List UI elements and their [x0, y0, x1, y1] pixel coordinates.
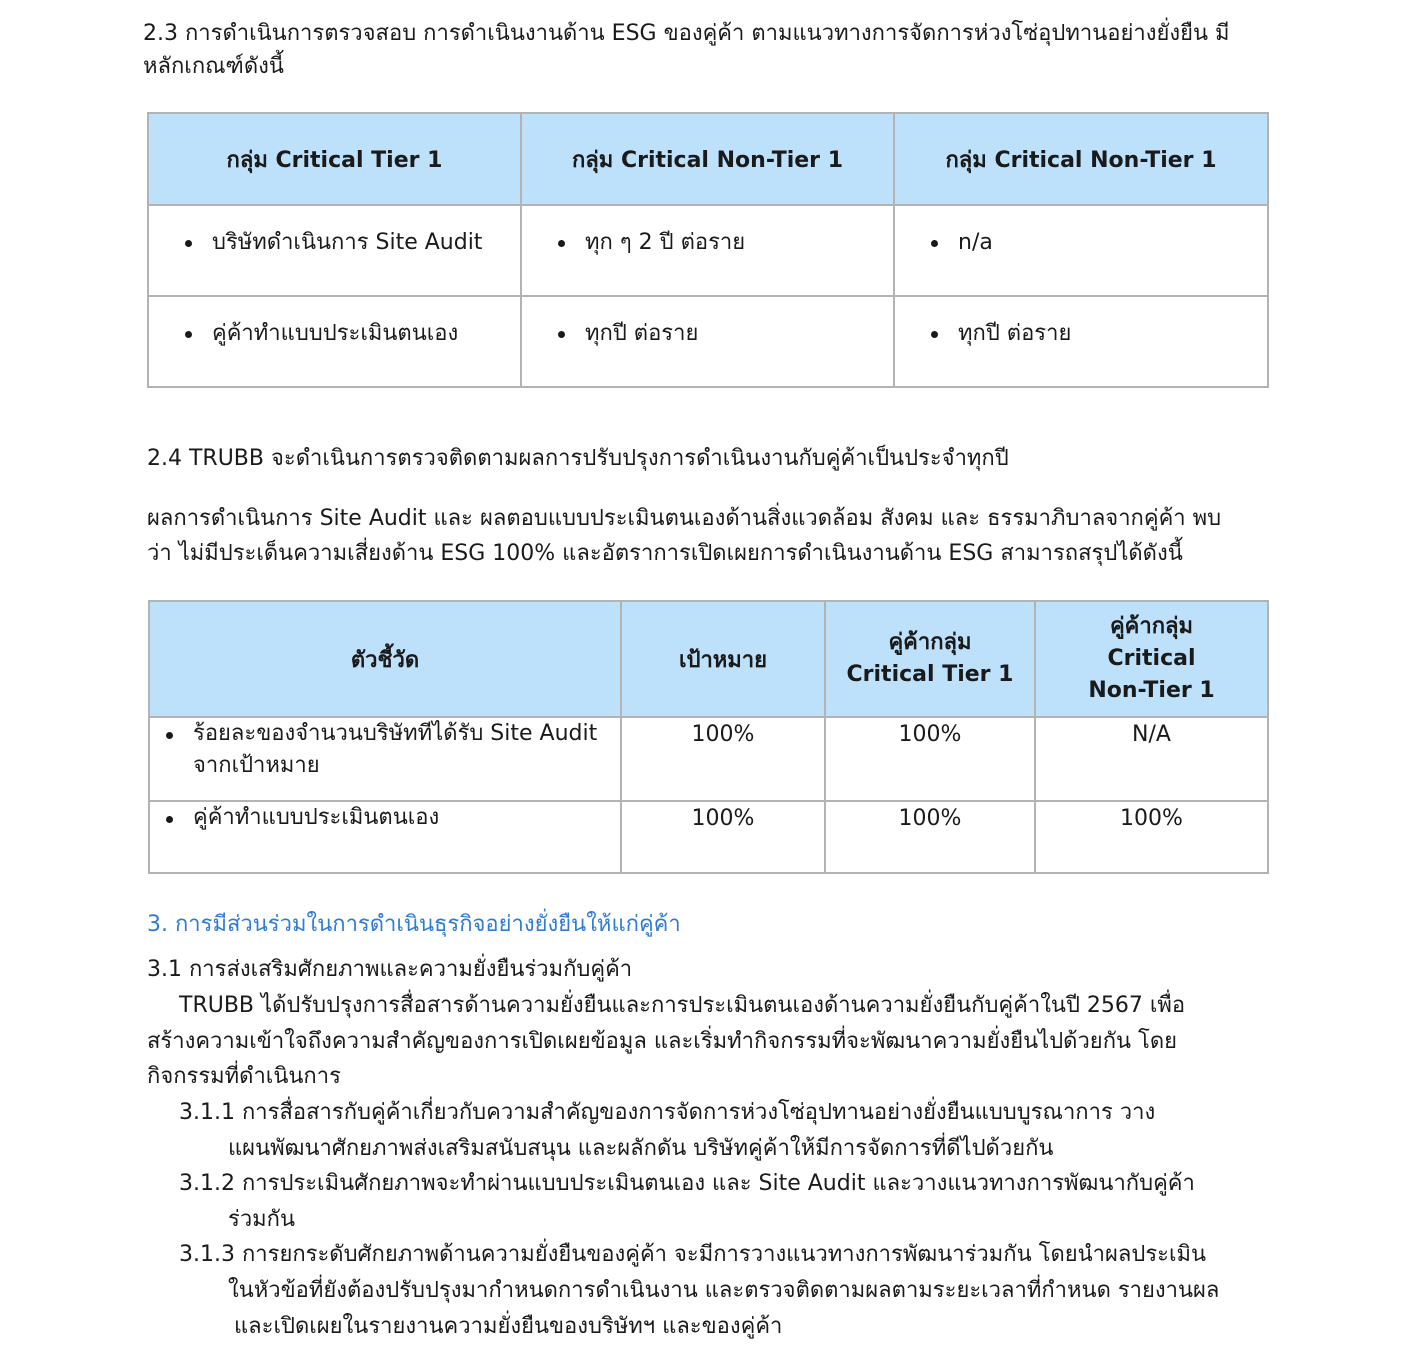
- tier1-cell: 100%: [825, 801, 1035, 873]
- cell-text: ทุกปี ต่อราย: [585, 321, 699, 346]
- table-cell: [894, 296, 1268, 387]
- table-cell: [521, 296, 894, 387]
- indicator-table: [148, 600, 1269, 874]
- item-3-1-3-line-3: และเปิดเผยในรายงานความยั่งยืนของบริษัทฯ และของคู่ค้า: [234, 1314, 783, 1339]
- table-header-row: [149, 601, 1268, 717]
- table-header-cell: กลุ่ม Critical Non-Tier 1: [894, 113, 1268, 205]
- indicator-text-line-1: คู่ค้าทำแบบประเมินตนเอง: [193, 805, 440, 830]
- target-cell: 100%: [621, 801, 825, 873]
- tier1-cell: 100%: [825, 717, 1035, 801]
- section-3-1-paragraph-line-3: กิจกรรมที่ดำเนินการ: [147, 1064, 341, 1089]
- table-cell: [521, 205, 894, 296]
- table-cell: [894, 205, 1268, 296]
- table-cell: [149, 717, 621, 801]
- table-row: [149, 801, 1268, 873]
- header-tier1-line-2: Critical Tier 1: [846, 662, 1014, 687]
- section-3-1-paragraph-line-1: TRUBB ได้ปรับปรุงการสื่อสารด้านความยั่งยืนและการประเมินตนเองด้านความยั่งยืนกับคู่ค้าในปี 2567 เพื่อ: [179, 993, 1186, 1018]
- item-3-1-2-line-2: ร่วมกัน: [228, 1207, 296, 1232]
- item-3-1-3-line-1: 3.1.3 การยกระดับศักยภาพด้านความยั่งยืนของคู่ค้า จะมีการวางแนวทางการพัฒนาร่วมกัน โดยนำผลประเมิน: [179, 1242, 1207, 1267]
- table-header-row: [148, 113, 1268, 205]
- bullet-icon: [558, 240, 565, 247]
- cell-text: ทุก ๆ 2 ปี ต่อราย: [585, 230, 746, 255]
- header-tier1: [825, 601, 1035, 717]
- table-row: [149, 717, 1268, 801]
- bullet-icon: [166, 732, 173, 739]
- item-3-1-1-line-1: 3.1.1 การสื่อสารกับคู่ค้าเกี่ยวกับความสำคัญของการจัดการห่วงโซ่อุปทานอย่างยั่งยืนแบบบูรณาการ วาง: [179, 1100, 1156, 1125]
- table-row: [148, 296, 1268, 387]
- section-2-4-heading: 2.4 TRUBB จะดำเนินการตรวจติดตามผลการปรับปรุงการดำเนินงานกับคู่ค้าเป็นประจำทุกปี: [147, 446, 1009, 471]
- section-2-4-paragraph-line-1: ผลการดำเนินการ Site Audit และ ผลตอบแบบประเมินตนเองด้านสิ่งแวดล้อม สังคม และ ธรรมาภิบาลจากคู่ค้า พบ: [147, 506, 1222, 531]
- section-3-1-paragraph-line-2: สร้างความเข้าใจถึงความสำคัญของการเปิดเผยข้อมูล และเริ่มทำกิจกรรมที่จะพัฒนาความยั่งยืนไปด้วยกัน โดย: [147, 1029, 1178, 1054]
- item-3-1-2-line-1: 3.1.2 การประเมินศักยภาพจะทำผ่านแบบประเมินตนเอง และ Site Audit และวางแนวทางการพัฒนากับคู่ค้า: [179, 1171, 1195, 1196]
- item-3-1-3-line-2: ในหัวข้อที่ยังต้องปรับปรุงมากำหนดการดำเนินงาน และตรวจติดตามผลตามระยะเวลาที่กำหนด รายงานผล: [228, 1278, 1220, 1303]
- header-nontier-line-3: Non-Tier 1: [1088, 678, 1215, 703]
- section-3-heading: 3. การมีส่วนร่วมในการดำเนินธุรกิจอย่างยั่งยืนให้แก่คู่ค้า: [147, 912, 681, 937]
- bullet-icon: [185, 331, 192, 338]
- header-nontier-line-1: คู่ค้ากลุ่ม: [1109, 614, 1194, 639]
- bullet-icon: [166, 816, 173, 823]
- table-cell: [148, 205, 521, 296]
- indicator-text-line-2: จากเป้าหมาย: [193, 753, 320, 778]
- table-row: [148, 205, 1268, 296]
- bullet-icon: [185, 240, 192, 247]
- nontier-cell: 100%: [1035, 801, 1268, 873]
- header-target: เป้าหมาย: [621, 601, 825, 717]
- section-3-1-heading: 3.1 การส่งเสริมศักยภาพและความยั่งยืนร่วมกับคู่ค้า: [147, 957, 633, 982]
- header-indicator: ตัวชี้วัด: [149, 601, 621, 717]
- section-2-4-paragraph-line-2: ว่า ไม่มีประเด็นความเสี่ยงด้าน ESG 100% และอัตราการเปิดเผยการดำเนินงานด้าน ESG สามารถสรุปได้ดังนี้: [147, 541, 1183, 566]
- indicator-text-line-1: ร้อยละของจำนวนบริษัททีได้รับ Site Audit: [193, 721, 598, 746]
- cell-text: บริษัทดำเนินการ Site Audit: [212, 230, 483, 255]
- header-nontier: [1035, 601, 1268, 717]
- header-tier1-line-1: คู่ค้ากลุ่ม: [888, 630, 972, 655]
- bullet-icon: [558, 331, 565, 338]
- section-2-3-line-1: 2.3 การดำเนินการตรวจสอบ การดำเนินงานด้าน ESG ของคู่ค้า ตามแนวทางการจัดการห่วงโซ่อุปทานอย่างยั่งยืน มี: [143, 21, 1230, 46]
- table-cell: [148, 296, 521, 387]
- table-cell: [149, 801, 621, 873]
- target-cell: 100%: [621, 717, 825, 801]
- cell-text: คู่ค้าทำแบบประเมินตนเอง: [212, 321, 459, 346]
- bullet-icon: [931, 331, 938, 338]
- bullet-icon: [931, 240, 938, 247]
- cell-text: n/a: [958, 230, 993, 255]
- audit-criteria-table: [147, 112, 1269, 388]
- section-2-3-line-2: หลักเกณฑ์ดังนี้: [143, 54, 284, 79]
- item-3-1-1-line-2: แผนพัฒนาศักยภาพส่งเสริมสนับสนุน และผลักดัน บริษัทคู่ค้าให้มีการจัดการที่ดีไปด้วยกัน: [228, 1136, 1054, 1161]
- cell-text: ทุกปี ต่อราย: [958, 321, 1072, 346]
- table-header-cell: กลุ่ม Critical Non-Tier 1: [521, 113, 894, 205]
- nontier-cell: N/A: [1035, 717, 1268, 801]
- header-nontier-line-2: Critical: [1107, 646, 1196, 671]
- table-header-cell: กลุ่ม Critical Tier 1: [148, 113, 521, 205]
